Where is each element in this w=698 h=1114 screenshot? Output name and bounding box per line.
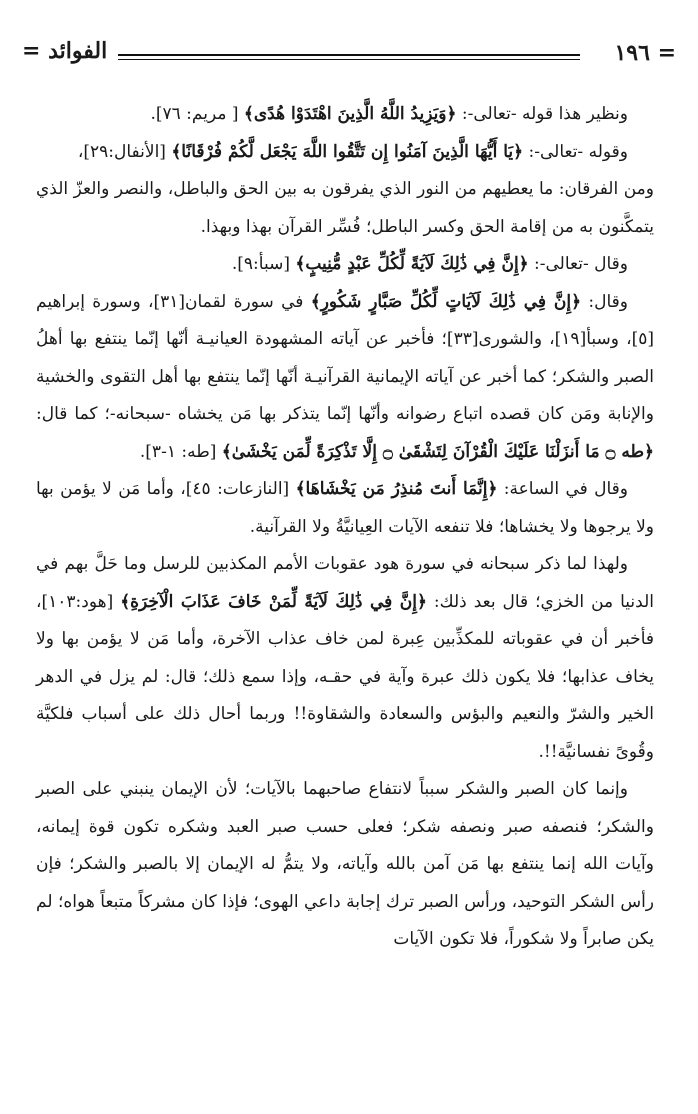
paragraph-text: وقوله -تعالى-: [523, 141, 628, 162]
citation: [طه: ١-٣]. [139, 441, 222, 462]
paragraph-text: [هود:١٠٣]، فأخبر أن في عقوباته للمكذِّبين عِبرة لمن خاف عذاب الآخرة، وأما مَن لا يؤمن بها ولا يخاف عذابها؛ فلا يكون ذلك عبرة وآية في حقـه، وإذا سمع ذلك؛ قال: لم يزل في الدهر الخير والشرّ والنعيم والبؤس والسعادة والشقاوة!! وربما أحال ذلك على أسباب فلكيَّة وقُوىً نفسانيَّة!!. [36, 591, 654, 762]
paragraph [36, 284, 654, 472]
paragraph-text: وإنما كان الصبر والشكر سبباً لانتفاع صاحبهما بالآيات؛ لأن الإيمان ينبني على الصبر والشكر؛ فنصفه صبر ونصفه شكر؛ فعلى حسب صبر العبد وشكره تكون قوة إيمانه، وآيات الله إنما ينتفع بها مَن آمن بالله وآياته، ولا يتمُّ له الإيمان إلا بالصبر والشكر؛ فإن رأس الشكر التوحيد، ورأس الصبر ترك إجابة داعي الهوى؛ فإذا كان مشركاً متبعاً هواه؛ لم يكن صابراً ولا شكوراً، فلا تكون الآيات [36, 779, 654, 949]
paragraph-text: ولهذا لما ذكر سبحانه في سورة هود عقوبات الأمم المكذبين للرسل وما حَلَّ بهم في الدنيا من الخزي؛ قال بعد ذلك: [36, 554, 654, 612]
paragraph-text: ومن الفرقان: ما يعطيهم من النور الذي يفرقون به بين الحق والباطل، والنصر والعزّ الذي يتمكَّنون به من إقامة الحق وكسر الباطل؛ فُسِّر القرآن بهذا وبهذا. [36, 179, 654, 237]
citation: [سبأ:٩]. [231, 254, 296, 274]
quran-verse: ﴿إِنَّمَا أَنتَ مُنذِرُ مَن يَخْشَاهَا﴾ [295, 479, 498, 499]
paragraph-text: في سورة لقمان[٣١]، وسورة إبراهيم [٥]، وسبأ[١٩]، والشورى[٣٣]؛ فأخبر عن آياته المشهودة العيانيـة أنّها إنّما ينتفع بها أهلُ الصبر والشكر؛ كما أخبر عن آياته الإيمانية القرآنيـة أنّها إنّما ينتفع بها أهل التقوى والخشية والإنابة ومَن كان قصده اتباع رضوانه وأنّها إنّما يتذكر بها مَن يخشاه -سبحانه-؛ كما قال: [36, 291, 654, 424]
page-body [36, 96, 654, 959]
citation: [الأنفال:٢٩]، [77, 141, 172, 162]
paragraph-text: وقال: [581, 291, 628, 312]
running-title: الفوائد = [22, 38, 108, 64]
paragraph-text: وقال في الساعة: [497, 479, 629, 499]
quran-verse: ﴿طه ۝ مَا أَنزَلْنَا عَلَيْكَ الْقُرْآنَ لِتَشْقَىٰ ۝ إِلَّا تَذْكِرَةً لِّمَن يَخْشَىٰ﴾ [221, 441, 654, 462]
paragraph [36, 471, 654, 546]
quran-verse: ﴿إِنَّ فِي ذَٰلِكَ لَآيَةً لِّكُلِّ عَبْدٍ مُّنِيبٍ﴾ [295, 254, 529, 274]
quran-verse: ﴿يَا أَيُّهَا الَّذِينَ آمَنُوا إِن تَتَّقُوا اللَّهَ يَجْعَل لَّكُمْ فُرْقَانًا﴾ [171, 141, 524, 162]
paragraph [36, 96, 654, 134]
paragraph-text: ونظير هذا قوله -تعالى-: [456, 104, 628, 124]
page-number: = ١٩٦ [614, 40, 676, 66]
paragraph-text: وقال -تعالى-: [528, 254, 628, 274]
quran-verse: ﴿إِنَّ فِي ذَٰلِكَ لَآيَاتٍ لِّكُلِّ صَبَّارٍ شَكُورٍ﴾ [310, 291, 582, 312]
citation: [ مريم: ٧٦]. [150, 104, 244, 124]
paragraph [36, 771, 654, 959]
quran-verse: ﴿إِنَّ فِي ذَٰلِكَ لَآيَةً لِّمَنْ خَافَ عَذَابَ الْآخِرَةِ﴾ [120, 591, 427, 612]
page-header [22, 38, 676, 78]
paragraph [36, 246, 654, 284]
paragraph [36, 134, 654, 172]
paragraph-text: [النازعات: ٤٥]، وأما مَن لا يؤمن بها ولا يرجوها ولا يخشاها؛ فلا تنفعه الآيات العِيانيَّةُ ولا القرآنية. [36, 479, 654, 537]
header-rule [118, 54, 580, 60]
paragraph [36, 171, 654, 246]
quran-verse: ﴿وَيَزِيدُ اللَّهُ الَّذِينَ اهْتَدَوْا هُدًى﴾ [243, 104, 457, 124]
paragraph [36, 546, 654, 771]
